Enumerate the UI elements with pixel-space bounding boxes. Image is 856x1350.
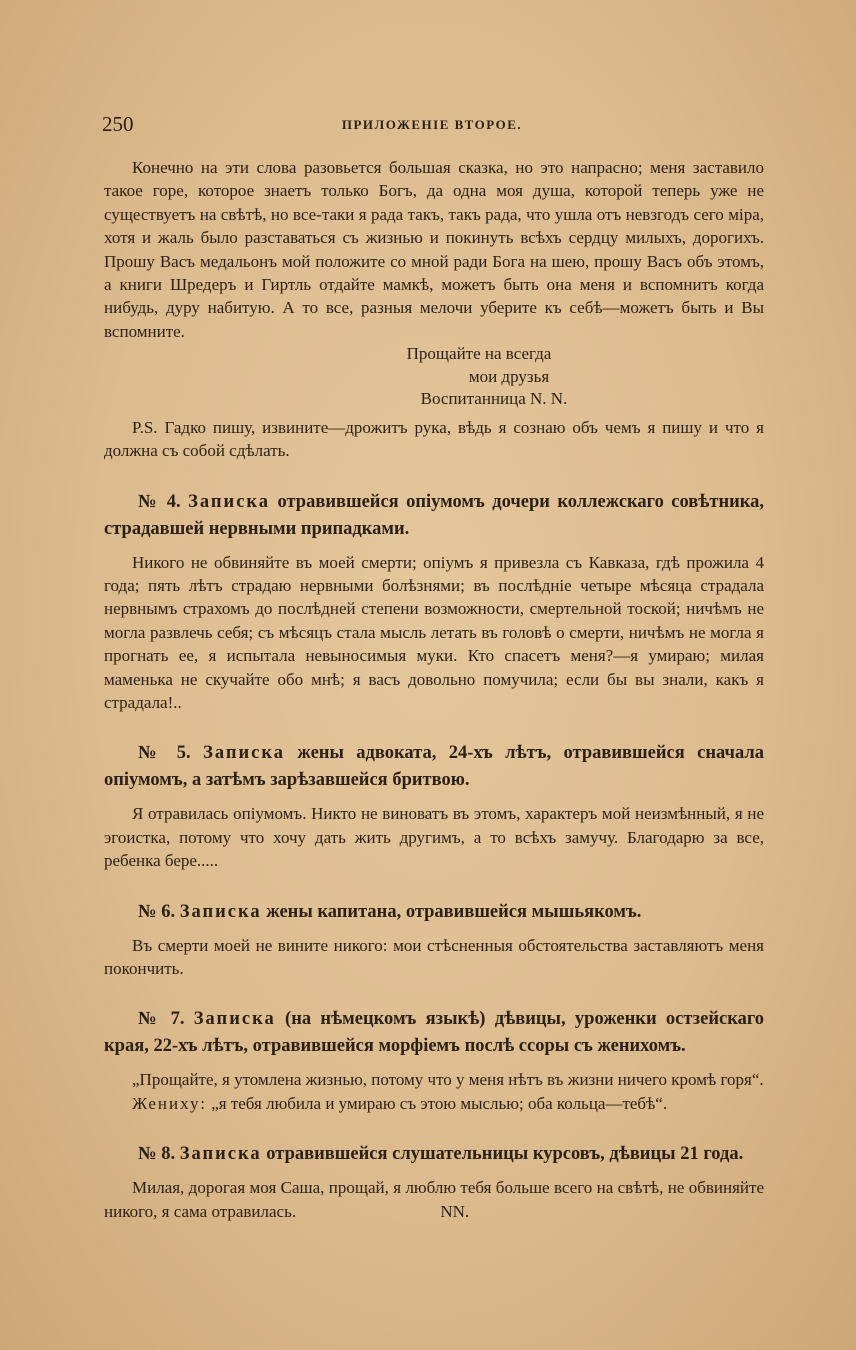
note-heading [104,1141,764,1168]
note-heading [104,740,764,794]
note-label: Записка [188,491,271,512]
note-number: № 5. [138,743,191,764]
letter-paragraph: Конечно на эти слова разовьется большая сказка, но это напрасно; меня заставило такое горе, которое знаетъ только Богъ, да одна моя душа, которой теперь уже не существуетъ на свѣтѣ, но все-таки я рада такъ, такъ рада, что ушла отъ невзгодъ сего міра, хотя и жаль было разставаться съ жизнью и покинуть всѣхъ сердцу милыхъ, дорогихъ. Прошу Васъ медальонъ мой положите со мной ради Бога на шею, прошу Васъ объ этомъ, а книги Шредеръ и Гиртль отдайте мамкѣ, можетъ быть она меня и вспомнитъ когда нибудь, дуру набитую. А то все, разныя мелочи уберите къ себѣ—можетъ быть и Вы вспомните. [104,158,764,341]
signature-line: Прощайте на всегда [406,344,552,364]
note-extra [104,1092,764,1115]
note-text: Никого не обвиняйте въ моей смерти; опіумъ я привезла съ Кавказа, гдѣ прожила 4 года; пять лѣтъ страдаю нервными болѣзнями; въ послѣдніе четыре мѣсяца страдала нервнымъ страхомъ до послѣдней степени возможности, смертельной тоской; ничѣмъ не могла развлечь себя; съ мѣсяцъ стала мысль летать въ головѣ о смерти, ничѣмъ не могла я прогнать ее, я испытала невыносимыя муки. Кто спасетъ меня?—я умираю; милая маменька не скучайте обо мнѣ; я васъ довольно помучила; если бы вы знали, какъ я страдала!.. [104,552,764,712]
note-label: Записка [193,1009,276,1030]
note-heading [104,489,764,543]
note-text-body: Милая, дорогая моя Саша, прощай, я люблю тебя больше всего на свѣтѣ, не обвиняйте никого, я сама отравилась. [104,1178,764,1221]
letter-signature [104,343,764,411]
note-number: № 8. [138,1144,176,1165]
signature-line: Воспитанница N. N. [420,389,568,409]
note-heading [104,899,764,926]
note-heading-text: отравившейся опіумомъ дочери коллежскаго совѣтника, страдавшей нервными припадками. [104,491,765,539]
note-label: Записка [179,1144,262,1165]
note-heading-text: жены адвоката, 24-хъ лѣтъ, отравившейся сначала опіумомъ, а затѣмъ зарѣзавшейся бритвою. [104,743,764,791]
note-heading-text: жены капитана, отравившейся мышьякомъ. [266,901,642,922]
note-extra-text: „я тебя любила и умираю съ этою мыслью; оба кольца—тебѣ“. [211,1093,668,1113]
note-heading [104,1006,764,1060]
note-text: Въ смерти моей не вините никого: мои стѣсненныя обстоятельства заставляютъ меня покончить. [104,935,764,979]
note-number: № 6. [138,901,176,922]
note-number: № 4. [138,491,181,512]
note-text [104,1176,764,1223]
note-label: Записка [203,743,285,764]
note-label: Записка [179,901,262,922]
postscript: P.S. Гадко пишу, извините—дрожитъ рука, вѣдь я сознаю объ чемъ я пишу и что я должна съ собой сдѣлать. [104,417,764,461]
signature-line: мои друзья [468,366,550,386]
note-heading-text: (на нѣмецкомъ языкѣ) дѣвицы, уроженки остзейскаго края, 22-хъ лѣтъ, отравившейся морфіемъ послѣ ссоры съ женихомъ. [104,1009,765,1057]
page-header [102,112,762,138]
note-extra-label: Жениху: [132,1093,207,1113]
note-text: Я отравилась опіумомъ. Никто не виноватъ въ этомъ, характеръ мой неизмѣнный, я не эгоистка, потому что хочу дать жить другимъ, а то всѣхъ замучу. Благодарю за все, ребенка бере..... [104,804,764,871]
page-content [104,156,764,1223]
page-number: 250 [102,112,134,136]
running-title: ПРИЛОЖЕНІЕ ВТОРОЕ. [341,117,523,132]
note-heading-text: отравившейся слушательницы курсовъ, дѣвицы 21 года. [266,1144,744,1165]
note-number: № 7. [138,1009,185,1030]
note-sign: NN. [440,1201,470,1221]
note-text: „Прощайте, я утомлена жизнью, потому что у меня нѣтъ въ жизни ничего кромѣ горя“. [132,1070,764,1090]
